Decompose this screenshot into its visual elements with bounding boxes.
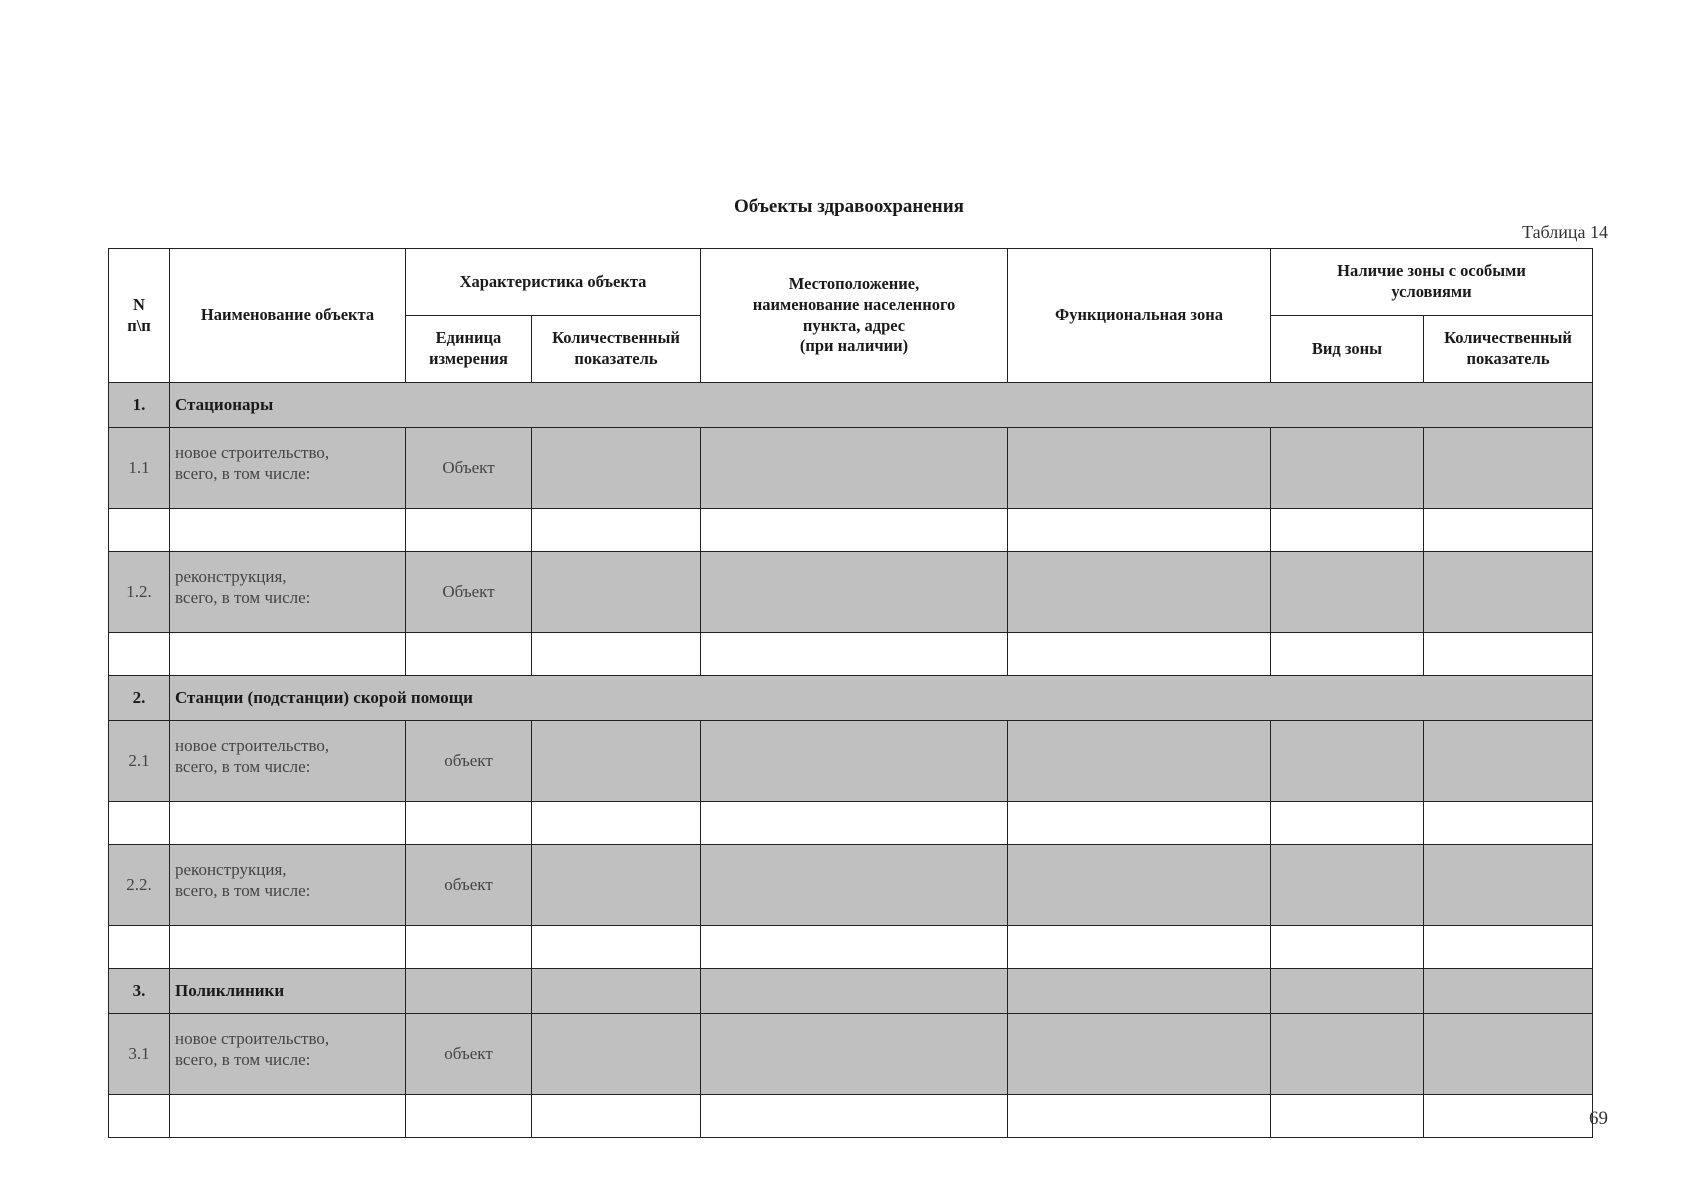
section-number: 1.	[109, 383, 170, 428]
item-name-text: реконструкция, всего, в том числе:	[175, 567, 311, 608]
item-unit: объект	[406, 845, 532, 926]
section-number: 3.	[109, 969, 170, 1014]
item-number: 1.2.	[109, 552, 170, 633]
item-unit: объект	[406, 1014, 532, 1095]
header-functional-zone	[1008, 249, 1271, 383]
item-name-text: новое строительство, всего, в том числе:	[175, 1029, 330, 1070]
item-unit: Объект	[406, 552, 532, 633]
item-unit: объект	[406, 721, 532, 802]
item-number: 2.1	[109, 721, 170, 802]
header-functional-zone-text: Функциональная зона	[1055, 305, 1223, 325]
header-special-zones-text: Наличие зоны с особыми условиями	[1337, 261, 1526, 301]
item-name	[170, 428, 406, 509]
header-unit	[406, 316, 532, 383]
header-zone-type	[1271, 316, 1424, 383]
header-location-text: Местоположение, наименование населенного пункта, адрес (при наличии)	[752, 274, 956, 356]
blank-row	[109, 633, 1593, 676]
header-quantity-text: Количественный показатель	[552, 328, 680, 368]
blank-row	[109, 1095, 1593, 1138]
table-row	[109, 428, 1593, 509]
header-special-zones	[1271, 249, 1593, 316]
header-quantity	[532, 316, 701, 383]
table-label: Таблица 14	[1522, 222, 1608, 242]
page-number: 69	[1589, 1108, 1608, 1129]
health-objects-table	[108, 248, 1593, 1138]
page-title: Объекты здравоохранения	[734, 196, 964, 217]
section-row	[109, 676, 1593, 721]
header-num-text: N п\п	[127, 294, 151, 335]
section-number: 2.	[109, 676, 170, 721]
item-number: 2.2.	[109, 845, 170, 926]
table-row	[109, 845, 1593, 926]
item-name	[170, 721, 406, 802]
header-unit-text: Единица измерения	[429, 328, 508, 368]
item-unit: Объект	[406, 428, 532, 509]
table-row	[109, 721, 1593, 802]
blank-row	[109, 509, 1593, 552]
item-name	[170, 845, 406, 926]
section-row	[109, 383, 1593, 428]
item-name	[170, 1014, 406, 1095]
header-characteristic-text: Характеристика объекта	[459, 271, 647, 291]
item-name-text: реконструкция, всего, в том числе:	[175, 860, 311, 901]
blank-row	[109, 802, 1593, 845]
header-zone-quantity	[1424, 316, 1593, 383]
header-zone-type-text: Вид зоны	[1311, 338, 1383, 358]
header-zone-quantity-text: Количественный показатель	[1444, 328, 1572, 368]
table-row	[109, 1014, 1593, 1095]
item-number: 3.1	[109, 1014, 170, 1095]
item-number: 1.1	[109, 428, 170, 509]
item-name-text: новое строительство, всего, в том числе:	[175, 736, 330, 777]
header-num	[109, 249, 170, 383]
blank-row	[109, 926, 1593, 969]
item-name	[170, 552, 406, 633]
header-characteristic	[406, 249, 701, 316]
header-location	[701, 249, 1008, 383]
section-title: Станции (подстанции) скорой помощи	[170, 676, 701, 721]
section-title: Поликлиники	[170, 969, 406, 1014]
section-row	[109, 969, 1593, 1014]
header-name	[170, 249, 406, 383]
header-name-text: Наименование объекта	[200, 305, 375, 325]
section-title: Стационары	[170, 383, 701, 428]
table-row	[109, 552, 1593, 633]
item-name-text: новое строительство, всего, в том числе:	[175, 443, 330, 484]
